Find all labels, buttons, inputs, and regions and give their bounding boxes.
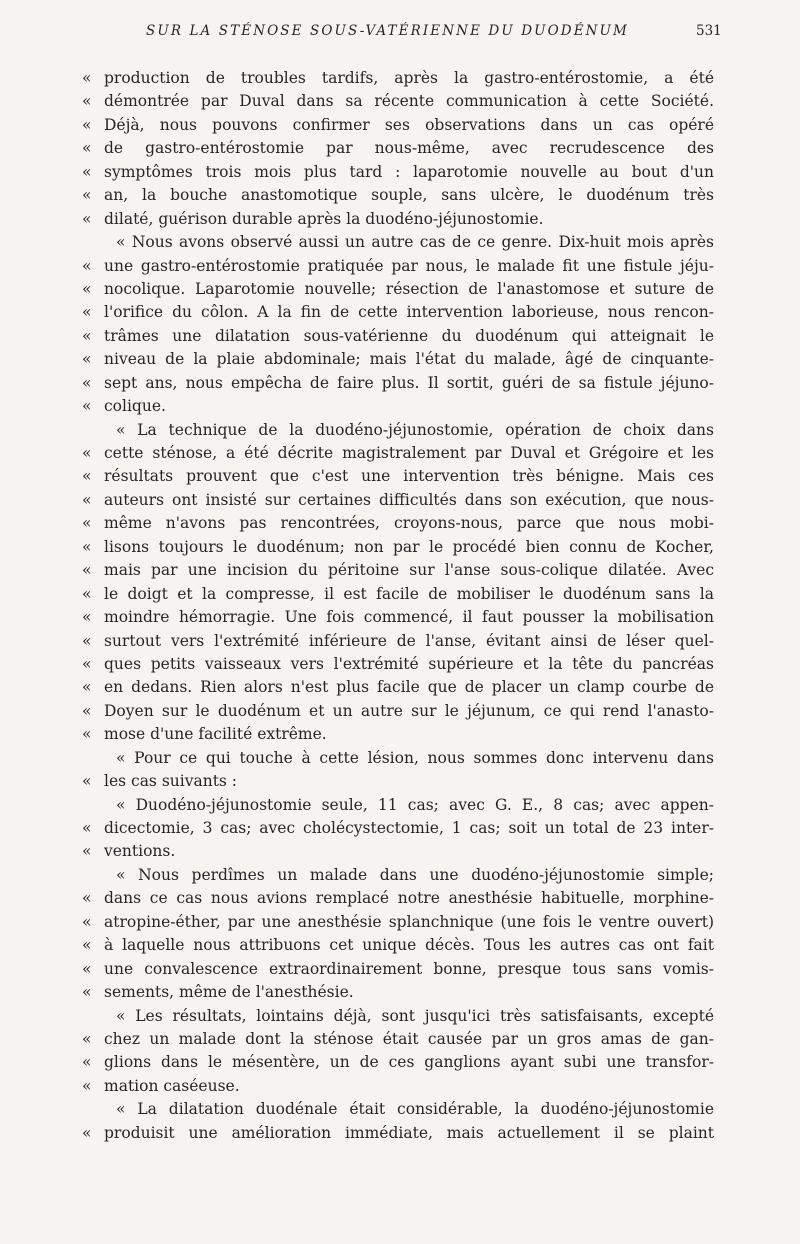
quote-mark: «	[82, 842, 92, 861]
quote-mark: «	[82, 490, 92, 509]
line-text: l'orifice du côlon. A la fin de cette intervention laborieuse, nous rencon-	[104, 303, 714, 322]
line-text: de gastro-entérostomie par nous-même, avec recrudescence des	[104, 139, 714, 158]
quote-mark: «	[82, 186, 92, 205]
text-line	[0, 794, 800, 817]
text-line	[0, 559, 800, 582]
line-text: auteurs ont insisté sur certaines difficultés dans son exécution, que nous-	[104, 490, 714, 509]
text-line	[0, 442, 800, 465]
quote-mark: «	[82, 1029, 92, 1048]
text-line	[0, 606, 800, 629]
text-line	[0, 723, 800, 746]
line-text: cette sténose, a été décrite magistralement par Duval et Grégoire et les	[104, 444, 714, 462]
quote-mark: «	[82, 162, 92, 181]
text-line	[0, 489, 800, 512]
quote-mark: «	[82, 514, 92, 533]
text-line	[0, 231, 800, 254]
text-line	[0, 512, 800, 535]
quote-mark: «	[82, 537, 92, 556]
line-text: « Nous avons observé aussi un autre cas de ce genre. Dix-huit mois après	[116, 233, 714, 252]
quote-mark: «	[82, 936, 92, 955]
line-text: « Duodéno-jéjunostomie seule, 11 cas; avec G. E., 8 cas; avec appen-	[116, 795, 714, 814]
quote-mark: «	[82, 303, 92, 322]
text-line	[0, 1051, 800, 1074]
text-line	[0, 1075, 800, 1098]
text-line	[0, 278, 800, 301]
text-line	[0, 653, 800, 676]
line-text: même n'avons pas rencontrées, croyons-nous, parce que nous mobi-	[104, 514, 714, 533]
line-text: colique.	[104, 397, 166, 416]
line-text: le doigt et la compresse, il est facile de mobiliser le duodénum sans la	[104, 584, 714, 603]
line-text: résultats prouvent que c'est une intervention très bénigne. Mais ces	[104, 467, 714, 486]
line-text: atropine-éther, par une anesthésie splanchnique (une fois le ventre ouvert)	[104, 912, 714, 931]
line-text: « Nous perdîmes un malade dans une duodéno-jéjunostomie simple;	[116, 865, 714, 884]
line-text: sements, même de l'anesthésie.	[104, 983, 354, 1002]
quote-mark: «	[82, 139, 92, 158]
line-text: démontrée par Duval dans sa récente communication à cette Société.	[104, 92, 714, 111]
line-text: trâmes une dilatation sous-vatérienne du duodénum qui atteignait le	[104, 326, 714, 345]
text-line	[0, 419, 800, 442]
quote-mark: «	[82, 373, 92, 392]
line-text: dilaté, guérison durable après la duodéno-jéjunostomie.	[104, 209, 544, 228]
quote-mark: «	[82, 1123, 92, 1142]
quote-mark: «	[82, 983, 92, 1002]
line-text: an, la bouche anastomotique souple, sans ulcère, le duodénum très	[104, 186, 714, 205]
quote-mark: «	[82, 1076, 92, 1095]
line-text: une gastro-entérostomie pratiquée par nous, le malade fit une fistule jéju-	[104, 256, 714, 275]
quote-mark: «	[82, 772, 92, 791]
quote-mark: «	[82, 115, 92, 134]
line-text: mation caséeuse.	[104, 1076, 240, 1095]
line-text: Déjà, nous pouvons confirmer ses observations dans un cas opéré	[104, 115, 714, 134]
text-line	[0, 67, 800, 90]
line-text: ventions.	[104, 842, 176, 861]
text-line	[0, 255, 800, 278]
line-text: surtout vers l'extrémité inférieure de l'anse, évitant ainsi de léser quel-	[104, 631, 714, 650]
line-text: sept ans, nous empêcha de faire plus. Il sortit, guéri de sa fistule jéjuno-	[104, 373, 714, 392]
quote-mark: «	[82, 444, 92, 462]
text-line	[0, 161, 800, 184]
text-line	[0, 1098, 800, 1121]
line-text: mais par une incision du péritoine sur l'anse sous-colique dilatée. Avec	[104, 561, 714, 580]
line-text: chez un malade dont la sténose était causée par un gros amas de gan-	[104, 1029, 714, 1048]
quote-mark: «	[82, 725, 92, 744]
line-text: dicectomie, 3 cas; avec cholécystectomie, 1 cas; soit un total de 23 inter-	[104, 819, 714, 837]
line-text: lisons toujours le duodénum; non par le procédé bien connu de Kocher,	[104, 537, 714, 556]
text-line	[0, 325, 800, 348]
text-line	[0, 934, 800, 957]
quote-mark: «	[82, 1053, 92, 1072]
quote-mark: «	[82, 397, 92, 416]
line-text: moindre hémorragie. Une fois commencé, il faut pousser la mobilisation	[104, 608, 714, 627]
quote-mark: «	[82, 701, 92, 720]
quote-mark: «	[82, 279, 92, 298]
quote-mark: «	[82, 326, 92, 345]
running-title: SUR LA STÉNOSE SOUS-VATÉRIENNE DU DUODÉNUM	[146, 23, 629, 39]
text-line	[0, 184, 800, 207]
line-text: niveau de la plaie abdominale; mais l'état du malade, âgé de cinquante-	[104, 350, 714, 369]
body-text	[0, 67, 800, 1145]
line-text: glions dans le mésentère, un de ces ganglions ayant subi une transfor-	[104, 1053, 714, 1072]
quote-mark: «	[82, 912, 92, 931]
line-text: « La dilatation duodénale était considérable, la duodéno-jéjunostomie	[116, 1100, 714, 1119]
text-line	[0, 372, 800, 395]
text-line	[0, 1028, 800, 1051]
text-line	[0, 817, 800, 840]
text-line	[0, 840, 800, 863]
quote-mark: «	[82, 256, 92, 275]
page-number: 531	[696, 23, 722, 39]
text-line	[0, 630, 800, 653]
line-text: à laquelle nous attribuons cet unique décès. Tous les autres cas ont fait	[104, 936, 714, 955]
text-line	[0, 137, 800, 160]
text-line	[0, 911, 800, 934]
quote-mark: «	[82, 92, 92, 111]
quote-mark: «	[82, 889, 92, 908]
quote-mark: «	[82, 69, 92, 87]
text-line	[0, 747, 800, 770]
line-text: nocolique. Laparotomie nouvelle; résection de l'anastomose et suture de	[104, 279, 714, 298]
quote-mark: «	[82, 608, 92, 627]
text-line	[0, 114, 800, 137]
line-text: ques petits vaisseaux vers l'extrémité supérieure et la tête du pancréas	[104, 654, 714, 673]
line-text: « Les résultats, lointains déjà, sont jusqu'ici très satisfaisants, excepté	[116, 1006, 714, 1025]
text-line	[0, 770, 800, 793]
quote-mark: «	[82, 467, 92, 486]
quote-mark: «	[82, 350, 92, 369]
line-text: les cas suivants :	[104, 772, 238, 791]
text-line	[0, 536, 800, 559]
line-text: « La technique de la duodéno-jéjunostomie, opération de choix dans	[116, 420, 714, 439]
text-line	[0, 583, 800, 606]
text-line	[0, 958, 800, 981]
quote-mark: «	[82, 959, 92, 978]
line-text: une convalescence extraordinairement bonne, presque tous sans vomis-	[104, 959, 714, 978]
line-text: en dedans. Rien alors n'est plus facile que de placer un clamp courbe de	[104, 678, 714, 697]
text-line	[0, 90, 800, 113]
line-text: produisit une amélioration immédiate, mais actuellement il se plaint	[104, 1123, 714, 1142]
line-text: dans ce cas nous avions remplacé notre anesthésie habituelle, morphine-	[104, 889, 714, 908]
line-text: Doyen sur le duodénum et un autre sur le jéjunum, ce qui rend l'anasto-	[104, 701, 714, 720]
quote-mark: «	[82, 584, 92, 603]
text-line	[0, 465, 800, 488]
text-line	[0, 1005, 800, 1028]
line-text: production de troubles tardifs, après la gastro-entérostomie, a été	[104, 69, 714, 87]
quote-mark: «	[82, 678, 92, 697]
quote-mark: «	[82, 561, 92, 580]
text-line	[0, 676, 800, 699]
text-line	[0, 887, 800, 910]
text-line	[0, 981, 800, 1004]
line-text: « Pour ce qui touche à cette lésion, nous sommes donc intervenu dans	[116, 748, 714, 767]
quote-mark: «	[82, 209, 92, 228]
text-line	[0, 700, 800, 723]
line-text: mose d'une facilité extrême.	[104, 725, 327, 744]
text-line	[0, 395, 800, 418]
line-text: symptômes trois mois plus tard : laparotomie nouvelle au bout d'un	[104, 162, 714, 181]
quote-mark: «	[82, 654, 92, 673]
text-line	[0, 1122, 800, 1145]
page-header	[0, 23, 800, 47]
text-line	[0, 348, 800, 371]
text-line	[0, 864, 800, 887]
quote-mark: «	[82, 631, 92, 650]
quote-mark: «	[82, 819, 92, 837]
text-line	[0, 208, 800, 231]
text-line	[0, 301, 800, 324]
